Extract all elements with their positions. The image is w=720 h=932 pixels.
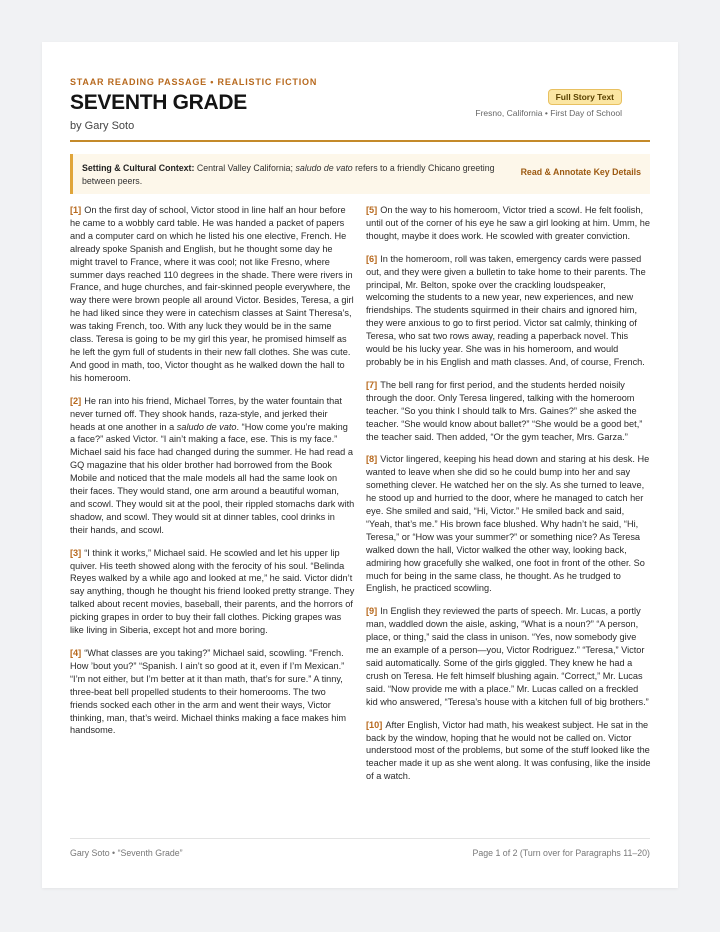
paragraph xyxy=(70,395,355,537)
paragraph-number: [5] xyxy=(366,205,378,215)
left-column xyxy=(70,204,355,747)
context-box xyxy=(70,154,650,194)
paragraph xyxy=(70,647,355,737)
passage-type-label: STAAR READING PASSAGE • REALISTIC FICTION xyxy=(70,77,318,87)
context-text-a: Central Valley California; xyxy=(194,163,296,173)
paragraph xyxy=(366,719,651,784)
footer-citation: Gary Soto • “Seventh Grade” xyxy=(70,848,183,858)
paragraph xyxy=(70,204,355,385)
paragraph-text: “What classes are you taking?” Michael said, scowling. “French. How ’bout you?” “Spanish. I ain’t so good at it, even if I’m Mexican.” “I’m not either, but I’m better at it than math, that’s for sure.” A tinny, three-beat bell propelled students to their homerooms. The two friends socked each other in the arm and went their ways, Victor thinking, man, that’s weird. Michael thinks making a face makes him handsome. xyxy=(70,648,347,736)
paragraph-number: [3] xyxy=(70,547,82,558)
paragraph-number: [7] xyxy=(366,379,378,390)
full-story-badge: Full Story Text xyxy=(548,89,622,105)
paragraph-number: [2] xyxy=(70,395,82,406)
context-label: Setting & Cultural Context: xyxy=(82,163,195,173)
paragraph-number: [1] xyxy=(70,205,82,215)
paragraph-text: After English, Victor had math, his weakest subject. He sat in the back by the window, hoping that he would not be called on. Victor understood most of the problems, but some of the stuff looked like the teacher made it up as she went along. It was confusing, like the inside of a watch. xyxy=(366,719,651,782)
context-term: saludo de vato xyxy=(295,163,353,173)
paragraph-text: On the way to his homeroom, Victor tried a scowl. He felt foolish, until out of the corner of his eye he saw a girl looking at him. Umm, he thought, maybe it does work. He scowled with greater conviction. xyxy=(366,205,650,241)
paragraph-text: On the first day of school, Victor stood in line half an hour before he came to a wobbly card table. He was handed a packet of papers and a computer card on which he listed his one elective, French. He already spoke Spanish and English, but he thought some day he might travel to France, where it was cool; not like Fresno, where summer days reached 110 degrees in the shade. There were rivers in France, and huge churches, and fair-skinned people everywhere, the way there were brown people all around Victor. Besides, Teresa, a girl he had liked since they were in catechism classes at Saint Theresa’s, was taking French, too. With any luck they would be in the same class. Teresa is going to be my girl this year, he promised himself as he left the gym full of students in their new fall clothes. She was cute. And good in math, too, Victor thought as he walked down the hall to his homeroom. xyxy=(70,205,354,383)
paragraph-number: [6] xyxy=(366,253,378,264)
paragraph-number: [4] xyxy=(70,648,82,658)
setting-line: Fresno, California • First Day of School xyxy=(475,108,622,118)
paragraph-text: “I think it works,” Michael said. He scowled and let his upper lip quiver. His teeth showed along with the ferocity of his soul. “Belinda Reyes walked by a while ago and looked at me,” he said. Victor didn’t say anything, though he thought his friend looked pretty strange. They talked about recent movies, baseball, their parents, and the horrors of picking grapes in order to buy their fall clothes. Picking grapes was like living in Siberia, except hot and more boring. xyxy=(70,547,355,636)
page-indicator: Page 1 of 2 (Turn over for Paragraphs 11–20) xyxy=(472,848,650,858)
author-byline: by Gary Soto xyxy=(70,120,135,132)
paragraph xyxy=(366,253,651,369)
paragraph-text: The bell rang for first period, and the students herded noisily through the door. Only Teresa lingered, talking with the homeroom teacher. “So you think I should talk to Mrs. Gaines?” she asked the teacher. “She would know about ballet?” “She would be a good bet,” the teacher said. Then added, “Or the gym teacher, Mrs. Garza.” xyxy=(366,379,643,442)
annotate-instruction: Read & Annotate Key Details xyxy=(520,167,641,177)
paragraph xyxy=(366,204,651,243)
paragraph-number: [10] xyxy=(366,719,383,730)
paragraph-text: In the homeroom, roll was taken, emergency cards were passed out, and they were given a bulletin to take home to their parents. The principal, Mr. Belton, spoke over the crackling loudspeaker, welcoming the students to a new year, new experiences, and new friendships. The students squirmed in their chairs and ignored him, they were anxious to go to first period. Victor sat calmly, thinking of Teresa, who sat two rows away, reading a paperback novel. This would be his lucky year. She was in his homeroom, and would probably be in his English and math classes. And, of course, French. xyxy=(366,253,646,367)
paragraph xyxy=(70,547,355,637)
paragraph xyxy=(366,453,651,595)
paragraph xyxy=(366,379,651,444)
paragraph-text: He ran into his friend, Michael Torres, by the water fountain that never turned off. They shook hands, raza-style, and jerked their heads at one another in a saludo de vato. “How come you’re making a face?” asked Victor. “I ain’t making a face, ese. This is my face.” Michael said his face had changed during the summer. He had read a GQ magazine that his older brother had borrowed from the Book Mobile and noticed that the male models all had the same look on their faces. They would stand, one arm around a beautiful woman, and scowl. They would sit at the pool, their rippled stomachs dark with shadow, and scowl. They would sit at dinner tables, cool drinks in their hands, and scowl. xyxy=(70,395,355,535)
right-column xyxy=(366,204,651,793)
paragraph-number: [9] xyxy=(366,606,378,617)
footer-divider xyxy=(70,838,650,839)
story-title: SEVENTH GRADE xyxy=(70,91,247,114)
context-text-b: refers to a friendly Chicano greeting between peers. xyxy=(82,163,495,186)
worksheet-page xyxy=(42,42,678,888)
paragraph-number: [8] xyxy=(366,454,378,465)
header-divider xyxy=(70,140,650,142)
paragraph xyxy=(366,605,651,708)
context-text xyxy=(82,162,522,188)
paragraph-text: Victor lingered, keeping his head down and staring at his desk. He wanted to leave when she did so he could bump into her and say something clever. He watched her on the sly. As she turned to leave, he stood up and hurried to the door, where he managed to catch her eye. She smiled and said, “Hi, Victor.” He smiled back and said, “Yeah, that’s me.” His brown face blushed. Why hadn’t he said, “Hi, Teresa,” or “How was your summer?” or something nice? As Teresa walked down the hall, Victor walked the other way, looking back, admiring how gracefully she walked, one foot in front of the other. So much for being in the same class, he thought. As he trudged to English, he practiced scowling. xyxy=(366,454,650,594)
paragraph-text: In English they reviewed the parts of speech. Mr. Lucas, a portly man, waddled down the aisle, asking, “What is a noun?” “A person, place, or thing,” said the class in unison. “Yes, now somebody give me an example of a person—you, Victor Rodriguez.” “Teresa,” Victor said automatically. Some of the girls giggled. They knew he had a crush on Teresa. He felt himself blushing again. “Correct,” Mr. Lucas said. “Now provide me with a place.” Mr. Lucas called on a freckled kid who answered, “Teresa’s house with a kitchen full of big brothers.” xyxy=(366,606,649,707)
